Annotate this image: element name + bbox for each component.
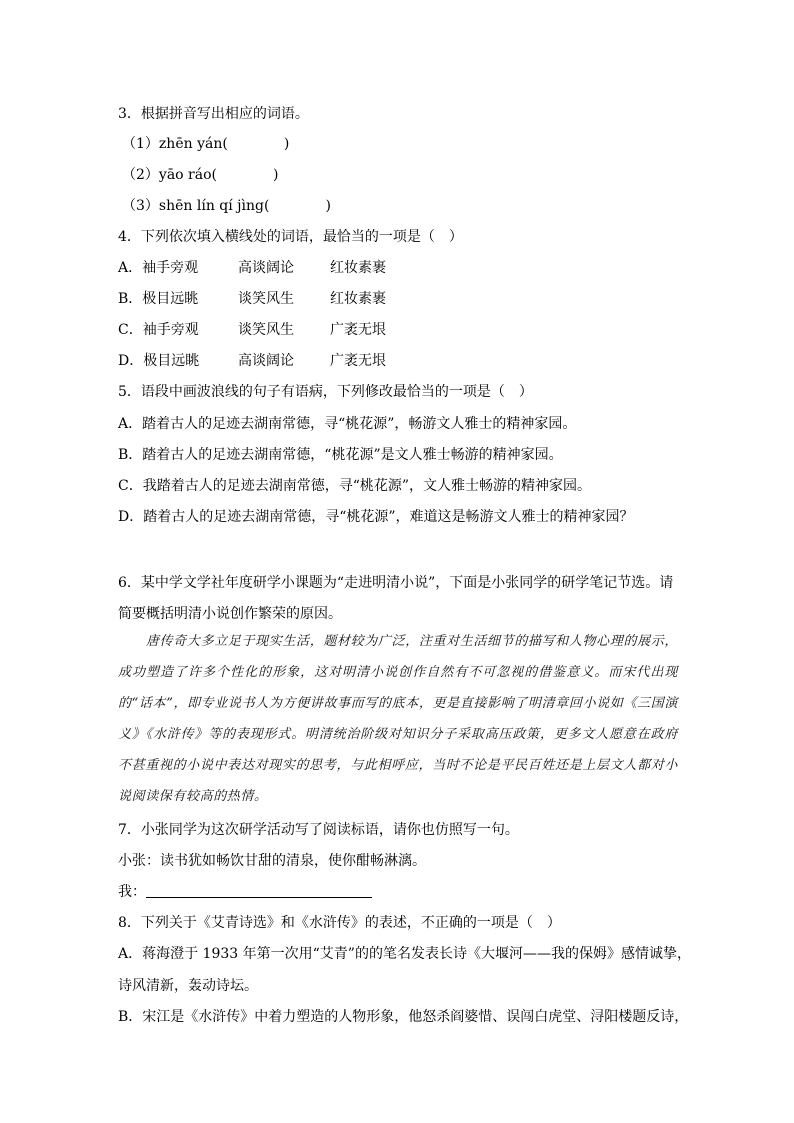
- option-label: A．: [118, 260, 143, 276]
- q7-example: 小张：读书犹如畅饮甘甜的清泉，使你酣畅淋漓。: [118, 853, 426, 869]
- q3-item-pinyin: zhēn yán(: [158, 136, 228, 152]
- word-2: 高谈阔论: [238, 260, 294, 276]
- answer-blank-line[interactable]: [146, 883, 372, 898]
- q3-item-pinyin: yāo ráo(: [158, 167, 217, 183]
- q5-option-a[interactable]: A．踏着古人的足迹去湖南常德，寻“桃花源”，畅游文人雅士的精神家园。: [118, 416, 577, 432]
- q5-option-b[interactable]: B．踏着古人的足迹去湖南常德，“桃花源”是文人雅士畅游的精神家园。: [118, 447, 563, 463]
- q3-item-1: [122, 134, 289, 154]
- word-1: 袖手旁观: [142, 322, 199, 338]
- word-3: 广袤无垠: [330, 353, 386, 369]
- option-label: D．: [118, 353, 144, 369]
- q6-stem: 6．某中学文学社年度研学小课题为“走进明清小说”，下面是小张同学的研学笔记节选。请简要概括明清小说创作繁荣的原因。: [118, 575, 674, 622]
- q5-option-d[interactable]: D．踏着古人的足迹去湖南常德，寻“桃花源”，难道这是畅游文人雅士的精神家园？: [118, 509, 634, 525]
- q3-item-2: [122, 165, 278, 185]
- q7-stem: 7．小张同学为这次研学活动写了阅读标语，请你也仿照写一句。: [118, 822, 519, 838]
- word-1: 极目远眺: [142, 291, 199, 307]
- close-paren: ): [273, 167, 279, 183]
- q3-item-pinyin: shēn lín qí jìng(: [158, 198, 270, 214]
- word-3: 广袤无垠: [330, 322, 386, 338]
- q8-stem: 8．下列关于《艾青诗选》和《水浒传》的表述，不正确的一项是（ ）: [118, 915, 561, 931]
- q3-item-num: （1）: [122, 136, 159, 152]
- q5-option-c[interactable]: C．我踏着古人的足迹去湖南常德，寻“桃花源”，文人雅士畅游的精神家园。: [118, 478, 592, 494]
- q4-option-a[interactable]: [118, 258, 386, 278]
- option-text: [118, 258, 238, 278]
- q3-item-num: （2）: [122, 167, 159, 183]
- q3-item-3: [122, 196, 331, 216]
- q8-option-a-line2: 诗风清新，轰动诗坛。: [118, 978, 258, 994]
- word-2: 高谈阔论: [238, 353, 294, 369]
- word-1: 极目远眺: [143, 353, 200, 369]
- option-text: [118, 351, 238, 371]
- q3-item-num: （3）: [122, 198, 159, 214]
- option-label: C．: [118, 322, 143, 338]
- q4-stem: 4．下列依次填入横线处的词语，最恰当的一项是（ ）: [118, 229, 463, 245]
- q5-stem: 5．语段中画波浪线的句子有语病，下列修改最恰当的一项是（ ）: [118, 384, 533, 400]
- q4-option-d[interactable]: [118, 351, 386, 371]
- q8-option-a-line1[interactable]: A．蒋海澄于 1933 年第一次用“艾青”的的笔名发表长诗《大堰河——我的保姆》感情诚挚，: [118, 946, 691, 962]
- word-1: 袖手旁观: [142, 260, 199, 276]
- option-text: [118, 320, 238, 340]
- q4-option-c[interactable]: [118, 320, 386, 340]
- q7-answer-row: [118, 882, 372, 902]
- q3-stem: 3．根据拼音写出相应的词语。: [118, 106, 309, 122]
- close-paren: ): [325, 198, 331, 214]
- q6-passage: [118, 626, 678, 812]
- passage-text: 唐传奇大多立足于现实生活，题材较为广泛，注重对生活细节的描写和人物心理的展示，成功塑造了许多个性化的形象，这对明清小说创作自然有不可忽视的借鉴意义。而宋代出现的“话本”，即专业说书人为方便讲故事而写的底本，更是直接影响了明清章回小说如《三国演义》《水浒传》等的表现形式。明清统治阶级对知识分子采取高压政策，更多文人愿意在政府不甚重视的小说中表达对现实的思考，与此相呼应，当时不论是平民百姓还是上层文人都对小说阅读保有较高的热情。: [118, 634, 678, 804]
- word-2: 谈笑风生: [238, 291, 294, 307]
- q4-option-b[interactable]: [118, 289, 386, 309]
- word-3: 红妆素裹: [330, 291, 386, 307]
- close-paren: ): [283, 136, 290, 152]
- answer-label: 我：: [118, 884, 146, 900]
- option-label: B．: [118, 291, 143, 307]
- word-2: 谈笑风生: [238, 322, 294, 338]
- q8-option-b-line1[interactable]: B．宋江是《水浒传》中着力塑造的人物形象，他怒杀阎婆惜、误闯白虎堂、浔阳楼题反诗，: [118, 1009, 689, 1025]
- word-3: 红妆素裹: [330, 260, 386, 276]
- option-text: [118, 289, 238, 309]
